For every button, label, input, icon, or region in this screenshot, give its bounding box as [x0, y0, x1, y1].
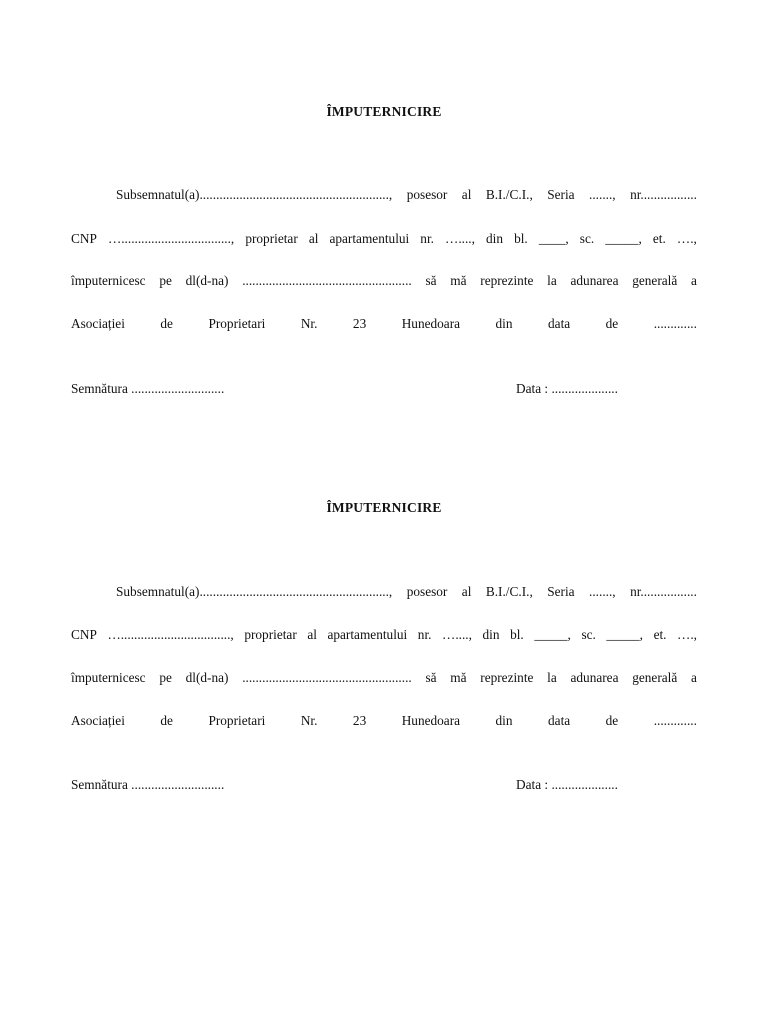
form-line: [71, 626, 697, 644]
form-line: [71, 272, 697, 290]
form-word: ….................................,: [107, 231, 235, 246]
form-line: [71, 712, 697, 730]
form-word: sc.: [581, 627, 596, 642]
form-word: …....,: [445, 231, 475, 246]
form-word: CNP: [71, 627, 97, 642]
form-word: dl(d-na): [185, 273, 229, 288]
form-word: să: [425, 273, 437, 288]
form-word: ...................................................: [242, 670, 412, 685]
form-word: de: [160, 316, 173, 331]
form-word: adunarea: [570, 273, 619, 288]
form-word: al: [307, 627, 317, 642]
form-line: [71, 669, 697, 687]
form-word: împuternicesc: [71, 670, 146, 685]
form-word: Hunedoara: [401, 316, 461, 331]
form-word: Subsemnatul(a).........................................................,: [116, 187, 393, 202]
form-word: …....,: [442, 627, 472, 642]
form-word: CNP: [71, 231, 97, 246]
form-word: proprietar: [244, 627, 297, 642]
signature-field: Semnătura ............................: [71, 777, 225, 792]
form-word: la: [547, 670, 557, 685]
form-word: nr.: [420, 231, 434, 246]
form-word: reprezinte: [480, 273, 534, 288]
form-word: sc.: [579, 231, 595, 246]
form-word: apartamentului: [329, 231, 410, 246]
form-word: din: [495, 316, 513, 331]
form-word: nr.................: [630, 584, 697, 599]
form-line: [71, 186, 697, 204]
form-word: nr.: [417, 627, 432, 642]
form-word: bl.: [510, 627, 524, 642]
form-word: să: [425, 670, 437, 685]
form-word: a: [690, 670, 697, 685]
form-word: 23: [352, 713, 367, 728]
date-field: Data : ....................: [516, 381, 618, 396]
form-word: 23: [352, 316, 367, 331]
form-title: ÎMPUTERNICIRE: [326, 500, 442, 515]
form-word: Asociației: [71, 713, 125, 728]
form-word: data: [548, 713, 571, 728]
form-word: ____,: [538, 231, 569, 246]
form-title: ÎMPUTERNICIRE: [326, 104, 442, 119]
form-word: nr.................: [630, 187, 697, 202]
form-word: de: [605, 316, 619, 331]
form-word: ….................................,: [107, 627, 234, 642]
form-word: B.I./C.I.,: [485, 584, 533, 599]
form-word: ….,: [677, 627, 697, 642]
form-word: Subsemnatul(a).........................................................,: [116, 584, 393, 599]
form-line: [71, 583, 697, 601]
form-word: Proprietari: [208, 316, 266, 331]
form-word: Asociației: [71, 316, 125, 331]
form-word: B.I./C.I.,: [485, 187, 533, 202]
form-word: bl.: [514, 231, 528, 246]
form-word: împuternicesc: [71, 273, 146, 288]
form-word: Hunedoara: [401, 713, 461, 728]
form-word: Seria: [547, 187, 575, 202]
form-word: _____,: [605, 231, 642, 246]
form-word: mă: [450, 273, 467, 288]
form-word: generală: [632, 273, 678, 288]
form-line: [71, 230, 697, 248]
form-word: .............: [653, 713, 697, 728]
form-word: et.: [652, 231, 666, 246]
form-line: [71, 315, 697, 333]
form-word: posesor: [406, 187, 448, 202]
date-field: Data : ....................: [516, 777, 618, 792]
form-word: apartamentului: [327, 627, 408, 642]
form-word: de: [605, 713, 619, 728]
form-word: mă: [450, 670, 467, 685]
form-word: reprezinte: [480, 670, 534, 685]
form-word: .............: [653, 316, 697, 331]
form-word: dl(d-na): [185, 670, 229, 685]
form-word: ...................................................: [242, 273, 412, 288]
form-word: de: [160, 713, 173, 728]
signature-field: Semnătura ............................: [71, 381, 225, 396]
form-word: proprietar: [245, 231, 298, 246]
form-word: Nr.: [300, 316, 318, 331]
form-word: ….,: [676, 231, 697, 246]
form-word: pe: [159, 273, 172, 288]
form-word: posesor: [406, 584, 448, 599]
form-word: din: [495, 713, 513, 728]
form-word: _____,: [606, 627, 643, 642]
form-word: data: [548, 316, 571, 331]
form-word: .......,: [589, 584, 616, 599]
form-word: et.: [653, 627, 667, 642]
form-word: Seria: [547, 584, 575, 599]
form-word: al: [461, 584, 472, 599]
form-word: din: [482, 627, 500, 642]
form-word: Proprietari: [208, 713, 266, 728]
form-word: pe: [159, 670, 172, 685]
form-word: a: [690, 273, 697, 288]
form-word: la: [547, 273, 557, 288]
form-word: generală: [632, 670, 678, 685]
form-word: Nr.: [300, 713, 318, 728]
form-word: al: [308, 231, 319, 246]
form-word: din: [486, 231, 504, 246]
form-word: al: [461, 187, 472, 202]
form-word: .......,: [589, 187, 616, 202]
form-word: adunarea: [570, 670, 619, 685]
form-word: _____,: [534, 627, 571, 642]
